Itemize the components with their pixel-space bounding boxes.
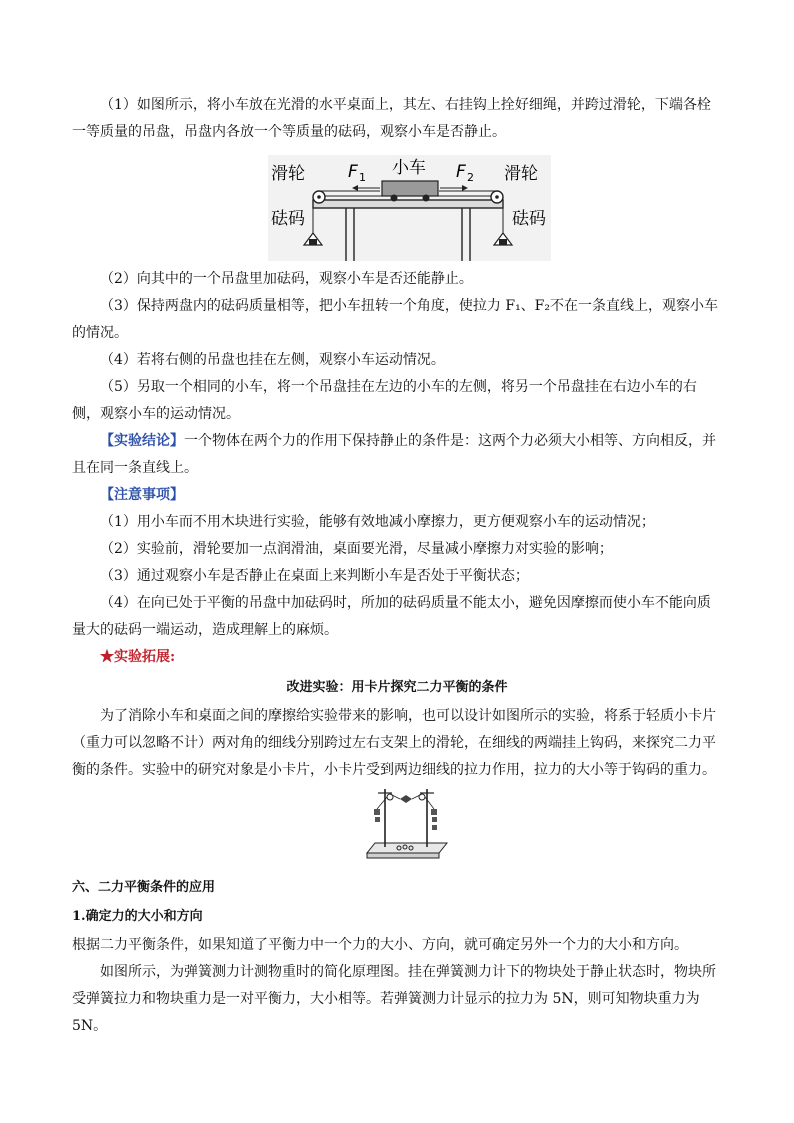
label-f2-sub: 2	[467, 171, 474, 184]
application-paragraph-1: 根据二力平衡条件，如果知道了平衡力中一个力的大小、方向，就可确定另外一个力的大小和方向。	[72, 937, 688, 953]
notes-heading	[72, 482, 722, 509]
car-wheel	[391, 195, 398, 202]
car-wheel	[423, 195, 430, 202]
label-f2: F	[456, 162, 466, 182]
label-weight-left: 砝码	[271, 209, 305, 229]
section-6-1-heading: 1.确定力的大小和方向	[72, 909, 203, 924]
label-f1-sub: 1	[359, 171, 366, 184]
application-paragraph-2: 如图所示，为弹簧测力计测物重时的简化原理图。挂在弹簧测力计下的物块处于静止状态时，物块所受弹簧拉力和物块重力是一对平衡力，大小相等。若弹簧测力计显示的拉力为 5N，则可知物块重力为 5N。	[72, 964, 716, 1034]
label-weight-right: 砝码	[512, 209, 546, 229]
step-5-paragraph: （5）另取一个相同的小车，将一个吊盘挂在左边的小车的左侧，将另一个吊盘挂在右边小车的右侧，观察小车的运动情况。	[72, 379, 697, 422]
car-experiment-diagram	[268, 155, 551, 261]
step-3-paragraph: （3）保持两盘内的砝码质量相等，把小车扭转一个角度，使拉力 F₁、F₂不在一条直线上，观察小车的情况。	[72, 298, 719, 341]
card-experiment-diagram	[361, 785, 451, 865]
step-4-paragraph: （4）若将右侧的吊盘也挂在左侧，观察小车运动情况。	[100, 352, 445, 368]
note-3: （3）通过观察小车是否静止在桌面上来判断小车是否处于平衡状态；	[100, 568, 529, 584]
notes-label: 【注意事项】	[100, 487, 184, 503]
section-6-heading: 六、二力平衡条件的应用	[72, 880, 216, 895]
hook-weight-right-icon	[431, 809, 437, 815]
label-pulley-left: 滑轮	[271, 164, 305, 184]
car-body	[382, 181, 438, 196]
card-experiment-figure	[361, 785, 451, 865]
label-pulley-right: 滑轮	[504, 164, 538, 184]
conclusion-label: 【实验结论】	[100, 433, 184, 449]
conclusion-paragraph	[72, 428, 722, 482]
weight-left-icon	[309, 239, 317, 245]
note-4: （4）在向已处于平衡的吊盘中加砝码时，所加的砝码质量不能太小，避免因摩擦而使小车不能向质量大的砝码一端运动，造成理解上的麻烦。	[72, 595, 711, 638]
extension-paragraph: 为了消除小车和桌面之间的摩擦给实验带来的影响，也可以设计如图所示的实验，将系于轻质小卡片（重力可以忽略不计）两对角的细线分别跨过左右支架上的滑轮，在细线的两端挂上钩码，来探究二力平衡的条件。实验中的研究对象是小卡片，小卡片受到两边细线的拉力作用，拉力的大小等于钩码的重力。	[72, 708, 716, 778]
extension-title: 改进实验：用卡片探究二力平衡的条件	[286, 680, 508, 695]
label-car: 小车	[392, 158, 426, 178]
car-experiment-figure	[268, 155, 551, 261]
extension-heading	[72, 644, 722, 671]
step-2-paragraph: （2）向其中的一个吊盘里加砝码，观察小车是否还能静止。	[100, 271, 473, 287]
hook-weight-left-icon	[374, 809, 380, 815]
note-2: （2）实验前，滑轮要加一点润滑油，桌面要光滑，尽量减小摩擦力对实验的影响；	[100, 541, 613, 557]
card-icon	[400, 795, 412, 803]
label-f1: F	[348, 162, 358, 182]
weight-right-icon	[499, 239, 507, 245]
table-top	[313, 200, 503, 208]
note-1: （1）用小车而不用木块进行实验，能够有效地减小摩擦力，更方便观察小车的运动情况；	[100, 514, 655, 530]
step-1-paragraph: （1）如图所示，将小车放在光滑的水平桌面上，其左、右挂钩上拴好细绳，并跨过滑轮，下端各栓一等质量的吊盘，吊盘内各放一个等质量的砝码，观察小车是否静止。	[72, 97, 711, 140]
extension-label: ★实验拓展:	[100, 649, 176, 665]
conclusion-text: 一个物体在两个力的作用下保持静止的条件是：这两个力必须大小相等、方向相反，并且在同一条直线上。	[72, 433, 716, 476]
